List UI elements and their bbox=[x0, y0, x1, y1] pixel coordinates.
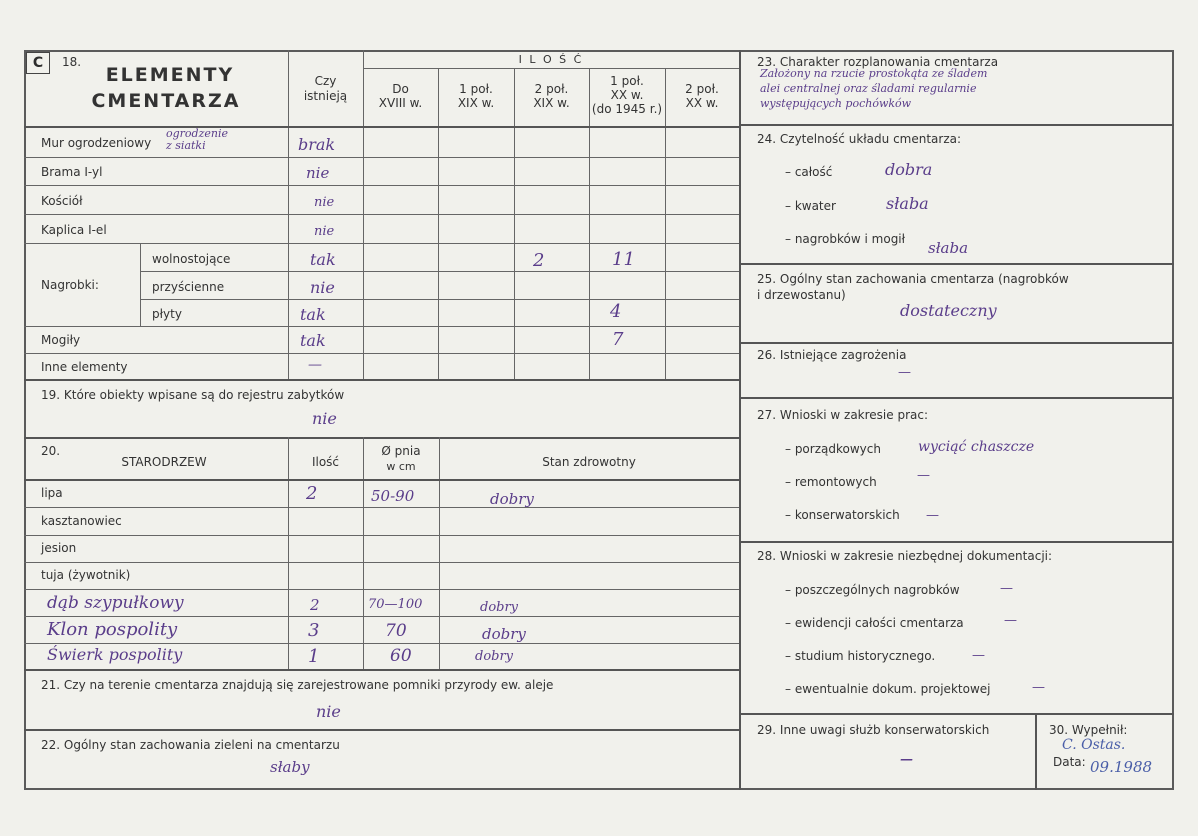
s25-label-line2: i drzewostanu) bbox=[757, 288, 846, 302]
s20-hw-dab-stan: dobry bbox=[480, 600, 519, 615]
s30-date: 09.1988 bbox=[1090, 758, 1153, 776]
s21-answer: nie bbox=[316, 702, 341, 721]
row-label-inne: Inne elementy bbox=[41, 360, 128, 374]
s18-title-line1: ELEMENTY bbox=[105, 64, 235, 86]
hw-wolno: tak bbox=[310, 250, 336, 269]
s24-hw-calosc: dobra bbox=[885, 160, 933, 179]
s22-answer: słaby bbox=[270, 758, 310, 776]
s20-row-jesion: jesion bbox=[41, 541, 77, 555]
s28-hw-projektowej: — bbox=[1032, 680, 1045, 695]
s24-item-calosc: – całość bbox=[785, 165, 833, 179]
s28-item-ewidencji: – ewidencji całości cmentarza bbox=[785, 616, 964, 630]
s27-bottom bbox=[739, 541, 1174, 543]
hw-plyty: tak bbox=[300, 305, 326, 324]
s26-bottom bbox=[739, 397, 1174, 399]
s19-label: 19. Które obiekty wpisane są do rejestru zabytków bbox=[41, 388, 345, 402]
col-line bbox=[514, 68, 515, 379]
s23-bottom bbox=[739, 124, 1174, 126]
s30-label: 30. Wypełnił: bbox=[1049, 723, 1128, 737]
s20-row-kasztanowiec: kasztanowiec bbox=[41, 514, 122, 528]
s20-hw-dab-pnia: 70—100 bbox=[368, 597, 423, 612]
s28-item-studium: – studium historycznego. bbox=[785, 649, 936, 663]
s20-lipa-ilosc: 2 bbox=[306, 483, 318, 504]
s30-date-label: Data: bbox=[1053, 755, 1086, 769]
hw-kaplica: nie bbox=[314, 224, 335, 239]
col-header-1pol-xix: 1 poł. XIX w. bbox=[457, 82, 495, 110]
s20-header-bottom bbox=[24, 479, 739, 481]
row-line bbox=[24, 353, 739, 354]
s25-label-line1: 25. Ogólny stan zachowania cmentarza (nagrobków bbox=[757, 272, 1069, 286]
s20-hw-swierk-stan: dobry bbox=[475, 649, 514, 664]
s28-hw-studium: — bbox=[972, 648, 985, 663]
col-header-2pol-xx: 2 poł. XX w. bbox=[685, 82, 719, 110]
col-line bbox=[438, 68, 439, 379]
hw-inne: — bbox=[308, 357, 322, 373]
s27-hw-remontowych: — bbox=[917, 468, 930, 483]
s20-hw-row-klon: Klon pospolity bbox=[47, 619, 178, 640]
s28-item-projektowej: – ewentualnie dokum. projektowej bbox=[785, 682, 991, 696]
s24-hw-kwater: słaba bbox=[886, 194, 929, 213]
s20-lipa-stan: dobry bbox=[490, 490, 534, 508]
s26-hw: — bbox=[898, 365, 911, 380]
s28-label: 28. Wnioski w zakresie niezbędnej dokumentacji: bbox=[757, 549, 1053, 563]
hw-kosciol: nie bbox=[314, 195, 335, 210]
row-label-wolnostojace: wolnostojące bbox=[152, 252, 231, 266]
col-header-2pol-xix: 2 poł. XIX w. bbox=[533, 82, 570, 110]
row-line bbox=[24, 243, 739, 244]
s22-label: 22. Ogólny stan zachowania zieleni na cmentarzu bbox=[41, 738, 340, 752]
s20-hw-klon-stan: dobry bbox=[482, 625, 526, 643]
s20-hw-dab-ilosc: 2 bbox=[310, 596, 320, 614]
s27-item-porzadkowych: – porządkowych bbox=[785, 442, 881, 456]
s20-row-line bbox=[24, 589, 739, 590]
s20-col-stan: Stan zdrowotny bbox=[542, 455, 636, 469]
s29-hw: — bbox=[900, 752, 913, 767]
s20-row-line bbox=[24, 562, 739, 563]
s24-hw-nagrobkow: słaba bbox=[928, 239, 969, 257]
col-line bbox=[665, 68, 666, 379]
s20-title: STARODRZEW bbox=[121, 455, 207, 469]
s20-row-lipa: lipa bbox=[41, 486, 63, 500]
s20-row-tuja: tuja (żywotnik) bbox=[41, 568, 131, 582]
s27-label: 27. Wnioski w zakresie prac: bbox=[757, 408, 929, 422]
row-label-brama: Brama I-yl bbox=[41, 165, 103, 179]
hw-mogily-1pol-xx: 7 bbox=[612, 329, 624, 350]
nagrobki-divider bbox=[140, 243, 141, 326]
s25-bottom bbox=[739, 342, 1174, 344]
hw-plyty-1pol-xx: 4 bbox=[610, 301, 622, 322]
s24-bottom bbox=[739, 263, 1174, 265]
row-label-przyscienne: przyścienne bbox=[152, 280, 225, 294]
row-label-kosciol: Kościół bbox=[41, 194, 83, 208]
s19-answer: nie bbox=[312, 409, 337, 428]
hw-wolno-2pol-xix: 2 bbox=[533, 250, 545, 271]
s21-bottom bbox=[24, 729, 739, 731]
s20-col-ilosc: Ilość bbox=[311, 455, 340, 469]
s23-hw: Założony na rzucie prostokąta ze śladem alei centralnej oraz śladami regularnie występujących pochówków bbox=[760, 67, 988, 110]
s30-filled-by: C. Ostas. bbox=[1062, 737, 1126, 753]
col-exists-header: Czy istnieją bbox=[303, 74, 348, 103]
s20-row-line bbox=[24, 507, 739, 508]
section-badge: C bbox=[26, 52, 50, 74]
s20-row-line bbox=[24, 616, 739, 617]
s29-s30-divider bbox=[1035, 713, 1037, 790]
s27-item-konserwatorskich: – konserwatorskich bbox=[785, 508, 900, 522]
hw-brama: nie bbox=[306, 164, 330, 182]
s27-item-remontowych: – remontowych bbox=[785, 475, 877, 489]
s20-row-line bbox=[24, 535, 739, 536]
s18-header-bottom bbox=[24, 126, 739, 128]
s19-bottom bbox=[24, 437, 739, 439]
mur-note: ogrodzenie z siatki bbox=[166, 127, 229, 152]
s24-label: 24. Czytelność układu cmentarza: bbox=[757, 132, 962, 146]
row-label-plyty: płyty bbox=[152, 307, 182, 321]
s24-item-kwater: – kwater bbox=[785, 199, 836, 213]
s20-hw-swierk-pnia: 60 bbox=[390, 646, 412, 666]
s18-bottom bbox=[24, 379, 739, 381]
s28-bottom bbox=[739, 713, 1174, 715]
row-line bbox=[24, 157, 739, 158]
hw-wolno-1pol-xx: 11 bbox=[612, 249, 635, 270]
s21-label: 21. Czy na terenie cmentarza znajdują się zarejestrowane pomniki przyrody ew. aleje bbox=[41, 678, 554, 692]
row-label-kaplica: Kaplica I-el bbox=[41, 223, 107, 237]
row-line bbox=[140, 271, 739, 272]
row-label-mur: Mur ogrodzeniowy bbox=[41, 136, 152, 150]
ilosc-header: I L O Ś Ć bbox=[518, 53, 584, 66]
s26-label: 26. Istniejące zagrożenia bbox=[757, 348, 907, 362]
s20-bottom bbox=[24, 669, 739, 671]
col-header-do-xviii: Do XVIII w. bbox=[378, 82, 423, 110]
hw-mur: brak bbox=[298, 135, 336, 154]
center-divider bbox=[739, 50, 741, 790]
row-line bbox=[24, 214, 739, 215]
s28-item-nagrobkow: – poszczególnych nagrobków bbox=[785, 583, 960, 597]
s20-col-line bbox=[288, 437, 289, 669]
row-line bbox=[140, 299, 739, 300]
s20-col-line bbox=[439, 437, 440, 669]
ilosc-underline bbox=[363, 68, 739, 69]
s20-col-line bbox=[363, 437, 364, 669]
s20-hw-row-dab: dąb szypułkowy bbox=[47, 593, 184, 613]
hw-mogily: tak bbox=[300, 331, 326, 350]
row-label-mogily: Mogiły bbox=[41, 333, 81, 347]
s29-label: 29. Inne uwagi służb konserwatorskich bbox=[757, 723, 990, 737]
s20-hw-row-swierk: Świerk pospolity bbox=[47, 645, 183, 664]
row-label-nagrobki: Nagrobki: bbox=[41, 278, 99, 292]
s23-label: 23. Charakter rozplanowania cmentarza bbox=[757, 55, 999, 69]
row-line bbox=[24, 326, 739, 327]
s20-row-line bbox=[24, 643, 739, 644]
s28-hw-nagrobkow: — bbox=[1000, 581, 1013, 596]
s18-title-line2: CMENTARZA bbox=[91, 90, 241, 112]
s27-hw-porzadkowych: wyciąć chaszcze bbox=[918, 439, 1035, 455]
s28-hw-ewidencji: — bbox=[1004, 613, 1017, 628]
s27-hw-konserwatorskich: — bbox=[926, 508, 939, 523]
s20-lipa-pnia: 50-90 bbox=[371, 487, 415, 505]
s20-hw-klon-ilosc: 3 bbox=[308, 620, 320, 641]
s20-hw-klon-pnia: 70 bbox=[385, 621, 407, 641]
s20-hw-swierk-ilosc: 1 bbox=[308, 646, 320, 667]
s24-item-nagrobkow: – nagrobków i mogił bbox=[785, 232, 906, 246]
col-header-1pol-xx: 1 poł. XX w. (do 1945 r.) bbox=[591, 74, 663, 116]
s25-hw: dostateczny bbox=[900, 301, 997, 320]
s20-number: 20. bbox=[41, 444, 61, 458]
hw-przysc: nie bbox=[310, 278, 335, 297]
s20-col-pnia: Ø pnia w cm bbox=[381, 444, 421, 473]
s18-number: 18. bbox=[62, 55, 82, 69]
row-line bbox=[24, 185, 739, 186]
